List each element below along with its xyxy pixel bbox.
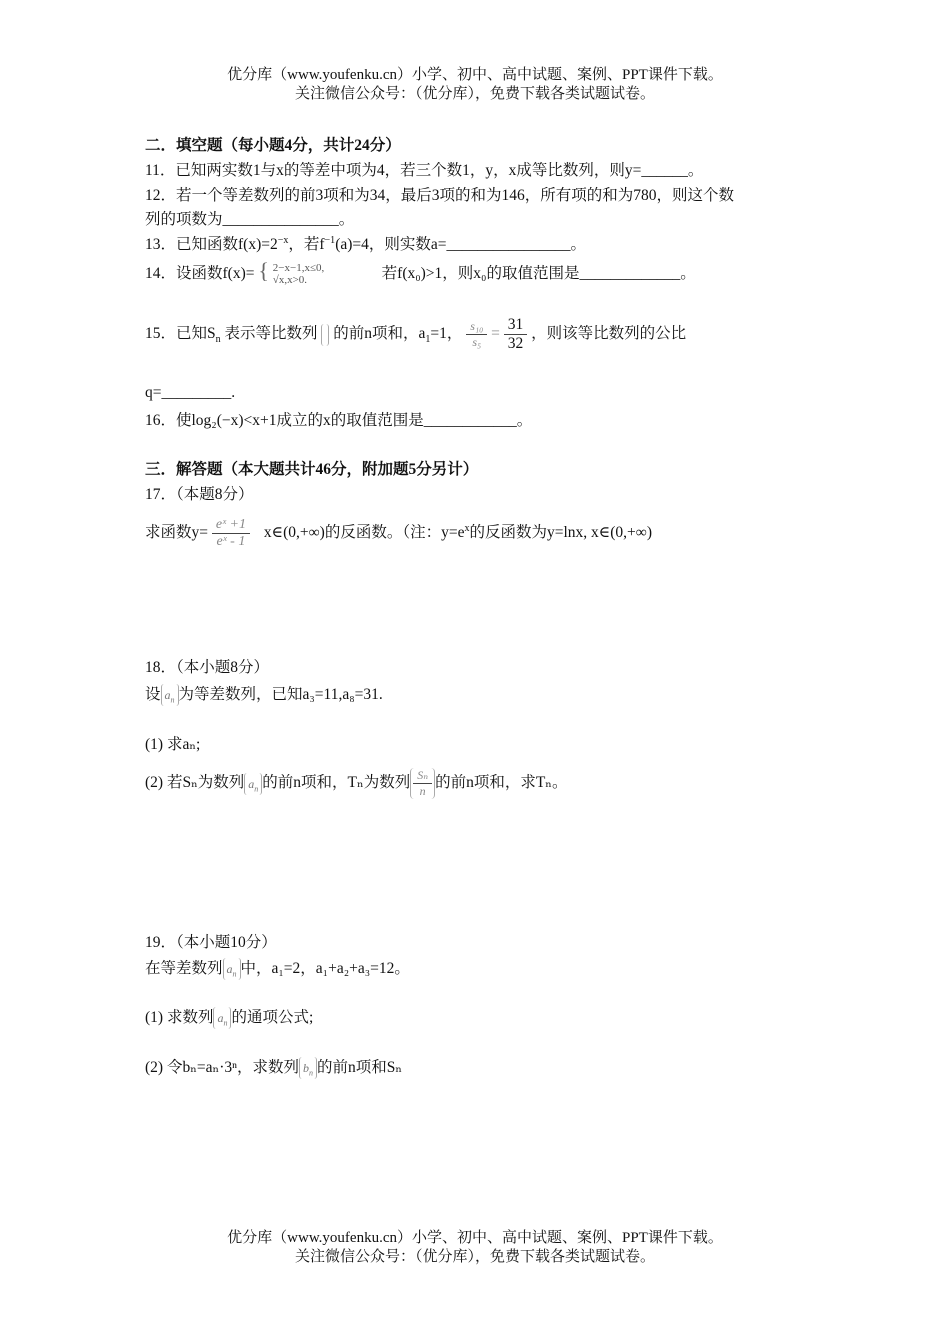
question-18-heading: 18．（本小题8分）	[145, 659, 270, 676]
question-18-part2: (2) 若Sₙ为数列 $a_n$ 的前n项和，Tₙ为数列 $\frac{\text{Sₙ}}{n}$ 的前n项和，求Tₙ。	[145, 768, 568, 798]
question-17-body: 求函数y= $\frac{\text{eˣ +1}}{\text{eˣ - 1}}$ x∈(0,+∞)的反函数。（注：$y=e^x$的反函数为y=lnx, x∈(0,+∞)	[145, 517, 652, 549]
question-17-heading: 17．（本题8分）	[145, 486, 254, 503]
piecewise-cases: 2−x−1,x≤0, √x,x>0.	[272, 262, 325, 287]
section2-title: 二．填空题（每小题4分，共计24分）	[145, 137, 401, 154]
sequence-a-n	[321, 324, 329, 346]
question-11: 11．已知两实数1与x的等差中项为4，若三个数1，y，x成等比数列，则y=______。	[145, 162, 704, 179]
sequence-a-n: $a_n$	[223, 958, 241, 980]
sequence-Sn-over-n: $\frac{\text{Sₙ}}{n}$	[410, 768, 435, 799]
header-line-1: 优分库（www.youfenku.cn）小学、初中、高中试题、案例、PPT课件下载。	[227, 67, 723, 83]
question-19-part2: (2) 令bₙ=aₙ·3ⁿ，求数列 $b_n$ 的前n项和Sₙ	[145, 1059, 403, 1078]
footer-line-1: 优分库（www.youfenku.cn）小学、初中、高中试题、案例、PPT课件下载。	[227, 1230, 723, 1246]
fraction-s10-s5: $\frac{\text{s₁₀}}{\text{s₅}}$	[466, 319, 487, 350]
question-18-part1: (1) 求aₙ;	[145, 736, 201, 753]
question-13: 13．已知函数$f(x)=2^{-x}$，若$f^{-1}(a)=4$，则实数a=________________。	[145, 234, 587, 253]
question-12-line1: 12．若一个等差数列的前3项和为34，最后3项的和为146，所有项的和为780，则这个数	[145, 187, 735, 204]
sequence-a-n: $a_n$	[244, 773, 262, 795]
sequence-a-n: $a_n$	[161, 684, 179, 706]
sequence-b-n: $b_n$	[299, 1057, 317, 1079]
question-12-line2: 列的项数为_______________。	[145, 211, 355, 228]
footer-line-2: 关注微信公众号：（优分库），免费下载各类试题试卷。	[294, 1249, 655, 1265]
fraction-ex-plus-1-over-ex-minus-1: $\frac{\text{eˣ +1}}{\text{eˣ - 1}}$	[212, 517, 250, 550]
question-19-part1: (1) 求数列 $a_n$ 的通项公式;	[145, 1009, 314, 1028]
section3-title: 三．解答题（本大题共计46分，附加题5分另计）	[145, 461, 479, 478]
question-19-heading: 19．（本小题10分）	[145, 934, 277, 951]
question-15-line2: q=_________.	[145, 384, 236, 401]
fraction-31-32: $\frac{31}{32}$	[504, 316, 528, 353]
sequence-a-n: $a_n$	[213, 1007, 231, 1029]
question-19-body: 在等差数列 $a_n$ 中，a₁=2，a₁+a₂+a₃=12。	[145, 960, 410, 979]
question-18-body: 设 $a_n$ 为等差数列，已知a₃=11,a₈=31.	[145, 686, 383, 705]
piecewise-brace: {	[258, 258, 269, 283]
question-16: 16．使log₂(−x)<x+1成立的x的取值范围是____________。	[145, 412, 533, 429]
question-14: 14．设函数f(x)= { 2−x−1,x≤0, √x,x>0. 若f(x₀)>1，则x₀的取值范围是_____________。	[145, 258, 696, 287]
header-line-2: 关注微信公众号：（优分库），免费下载各类试题试卷。	[294, 86, 655, 102]
question-15: 15．已知$S_n$ 表示等比数列 的前n项和，$a_1=1$， $\frac{\text{s₁₀}}{\text{s₅}}$ = $\frac{31}{32}$ ，则该等比数列的公比	[145, 316, 687, 352]
